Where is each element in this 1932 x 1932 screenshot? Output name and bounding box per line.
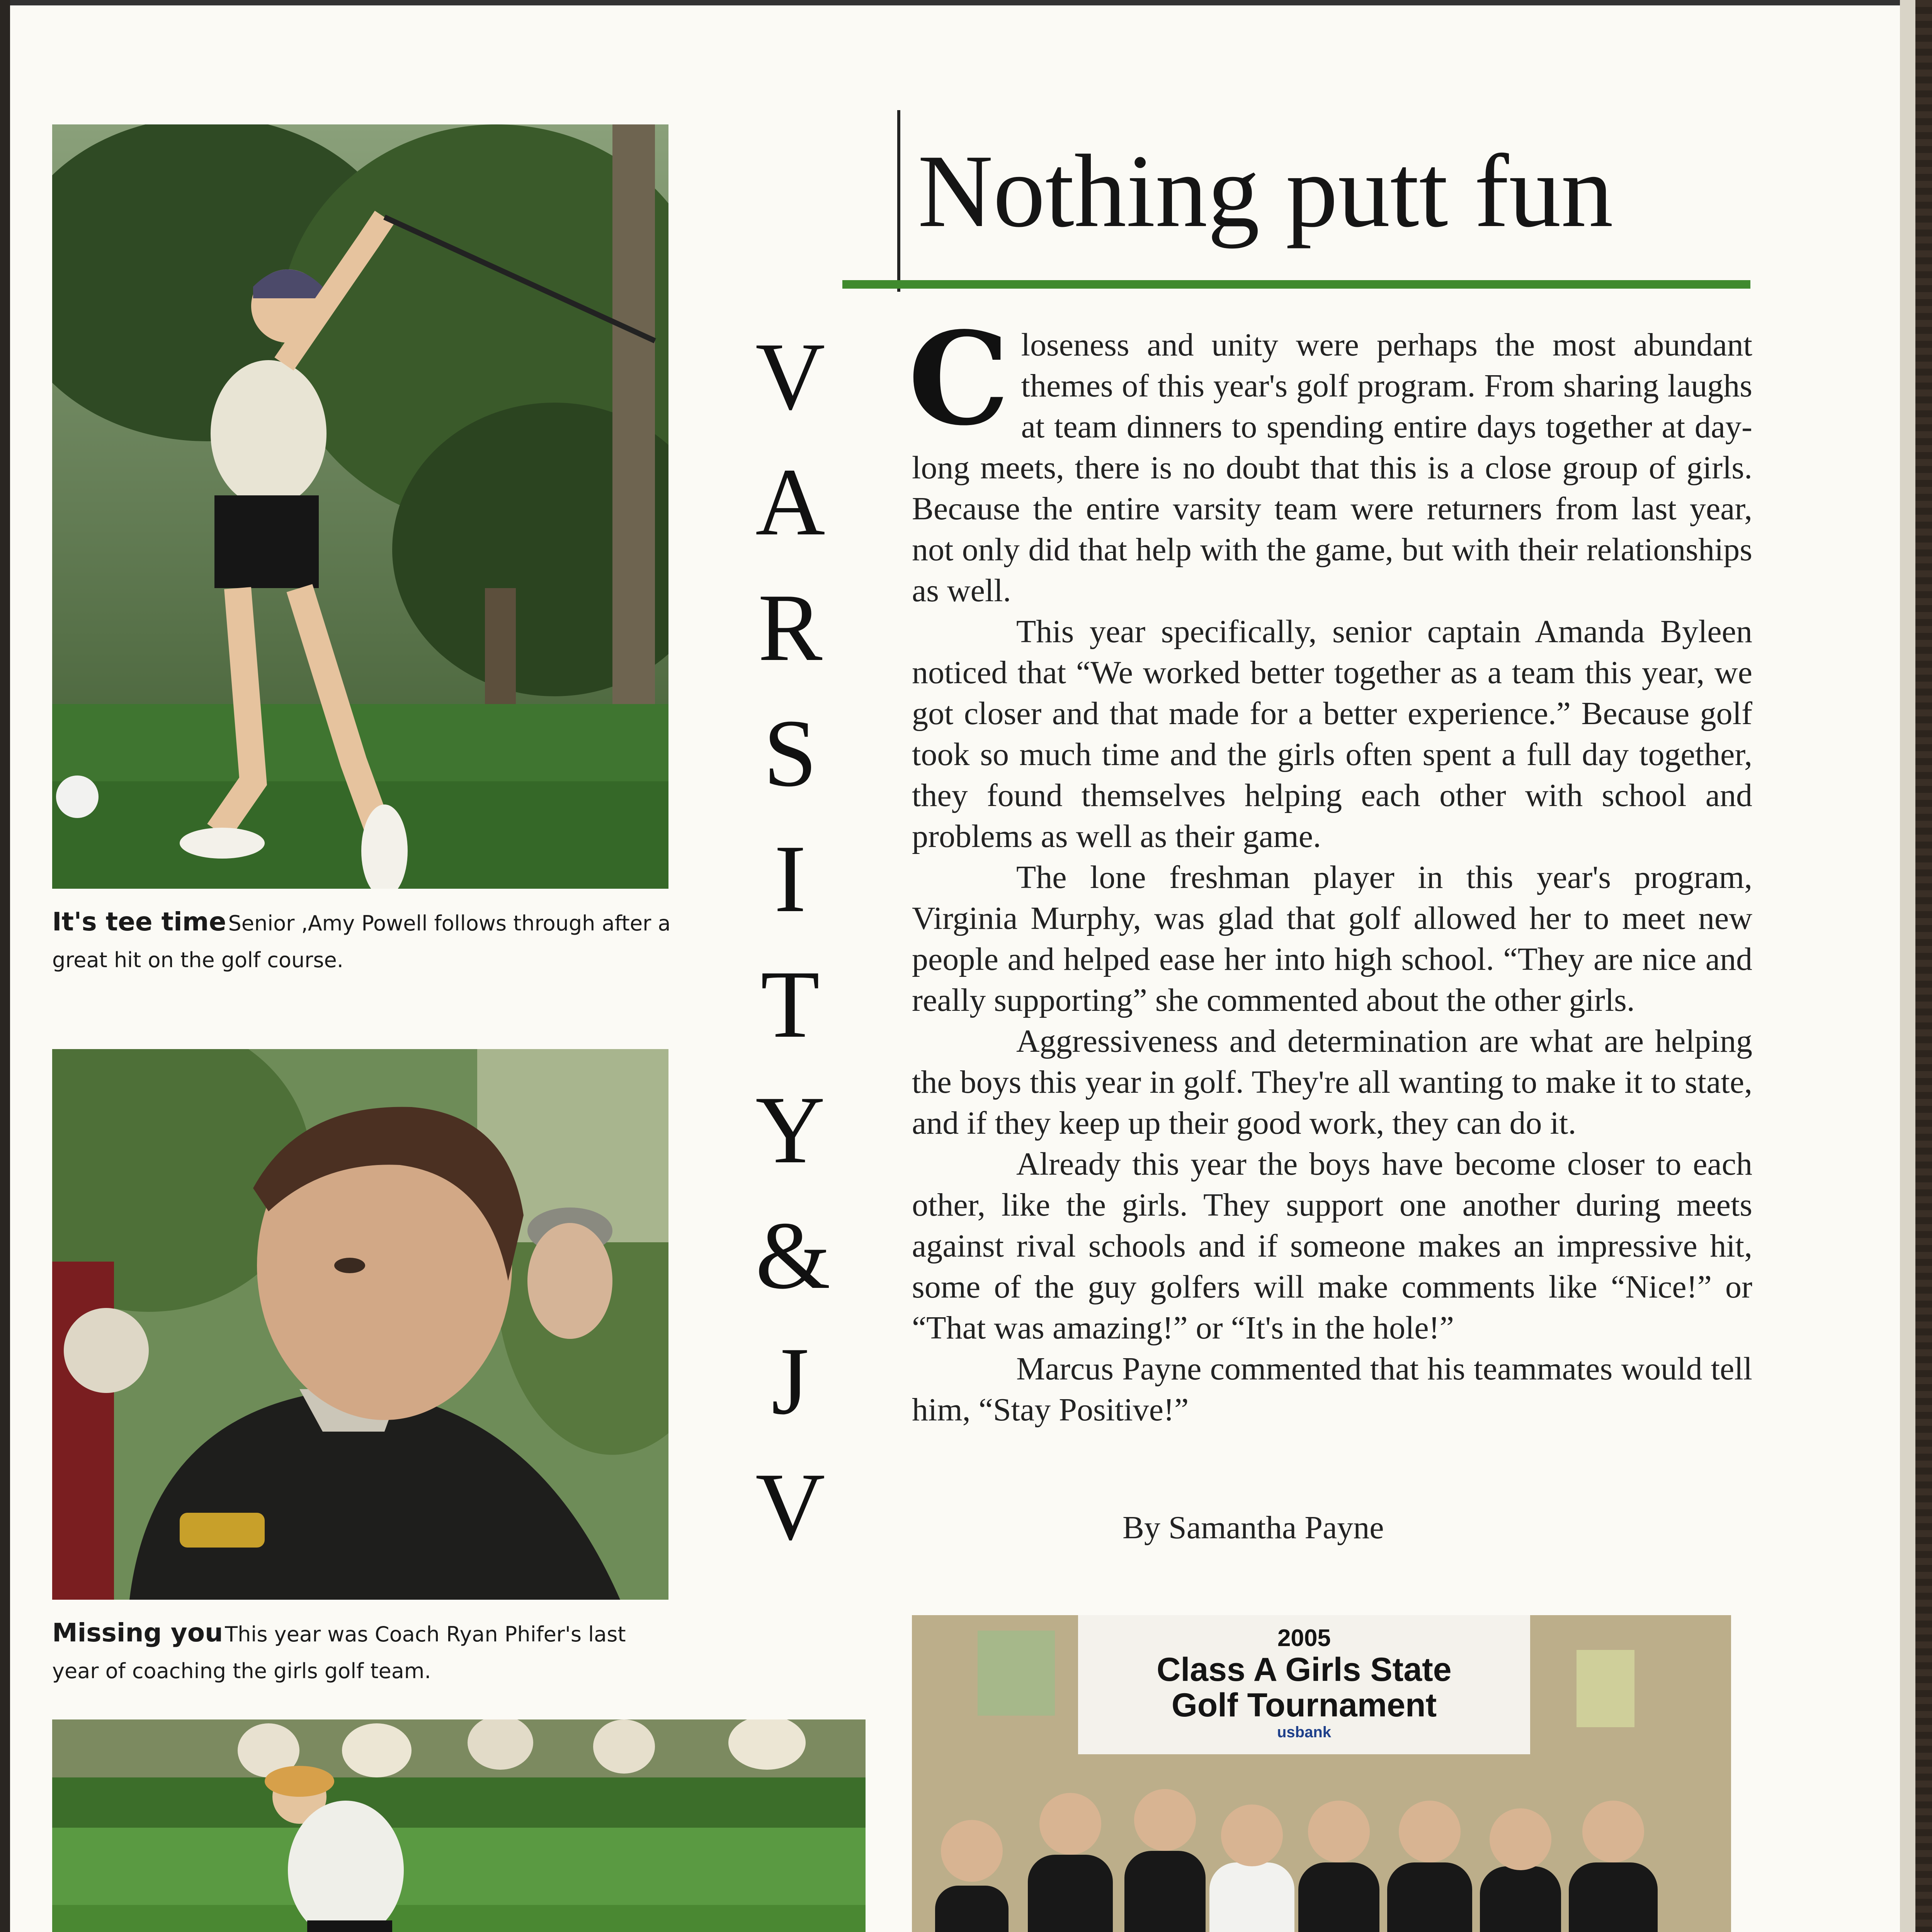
vertical-letter-3: R — [758, 574, 823, 681]
vertical-letter-9: J — [771, 1328, 809, 1435]
title-vertical-rule — [897, 110, 900, 292]
paragraph-2: This year specifically, senior captain Amanda Byleen noticed that “We worked better together as a team this year, we got closer and that made for a better experience.” Because golf took so much time and the girls often spent a full day together, they found themselves helping each other with school and problems as well as their game. — [912, 614, 1752, 854]
photo-coach-portrait — [52, 1049, 668, 1600]
caption-photo2 — [52, 1617, 678, 1692]
binding-right-edge — [1915, 0, 1932, 1932]
banner-sign — [1078, 1625, 1530, 1742]
page-right-shadow — [1900, 0, 1915, 1932]
article-body — [908, 304, 1752, 1430]
caption-photo2-head: Missing you — [52, 1618, 223, 1648]
caption-photo1-body: Senior ,Amy Powell follows through after a great hit on the golf course. — [52, 911, 671, 972]
paragraph-6: Marcus Payne commented that his teammates would tell him, “Stay Positive!” — [912, 1351, 1752, 1428]
caption-photo1 — [52, 906, 678, 981]
photo-golfer-swing — [52, 124, 668, 889]
caption-photo2-body: This year was Coach Ryan Phifer's last year of coaching the girls golf team. — [52, 1622, 626, 1683]
banner-sponsor: usbank — [1277, 1724, 1332, 1741]
vertical-letter-10: V — [755, 1453, 825, 1560]
vertical-letter-6: T — [760, 951, 820, 1058]
vertical-letter-4: S — [763, 700, 817, 807]
photo-putting-green — [52, 1719, 866, 1932]
title-green-rule — [842, 280, 1750, 289]
caption-photo1-head: It's tee time — [52, 907, 226, 937]
vertical-letter-2: A — [755, 449, 825, 556]
binding-left-edge — [0, 0, 10, 1932]
banner-line1: Class A Girls State — [1156, 1651, 1452, 1688]
drop-cap: C — [908, 304, 1010, 454]
paragraph-3: The lone freshman player in this year's program, Virginia Murphy, was glad that golf allowed her to meet new people and helped ease her into high school. “They are nice and really supporting” she commented about the other girls. — [912, 859, 1752, 1018]
byline: By Samantha Payne — [1122, 1510, 1384, 1546]
page-title: Nothing putt fun — [918, 133, 1613, 249]
paragraph-4: Aggressiveness and determination are what are helping the boys this year in golf. They're all wanting to make it to state, and if they keep up their good work, they can do it. — [912, 1023, 1752, 1141]
banner-year: 2005 — [1277, 1625, 1331, 1651]
banner-line2: Golf Tournament — [1171, 1687, 1437, 1724]
paragraph-5: Already this year the boys have become closer to each other, like the girls. They support one another during meets against rival schools and if someone makes an impressive hit, some of the guy golfers will make comments like “Nice!” or “That was amazing!” or “It's in the hole!” — [912, 1146, 1752, 1346]
scan-top-edge — [0, 0, 1932, 5]
vertical-letter-1: V — [755, 323, 825, 430]
vertical-letter-5: I — [774, 825, 806, 932]
paragraph-1: loseness and unity were perhaps the most abundant themes of this year's golf program. From sharing laughs at team dinners to spending entire days together at day-long meets, there is no doubt that this is a close group of girls. Because the entire varsity team were returners from last year, not only did that help with the game, but with their relationships as well. — [912, 327, 1752, 609]
vertical-letter-8: & — [755, 1202, 831, 1309]
vertical-letter-7: Y — [755, 1077, 825, 1184]
